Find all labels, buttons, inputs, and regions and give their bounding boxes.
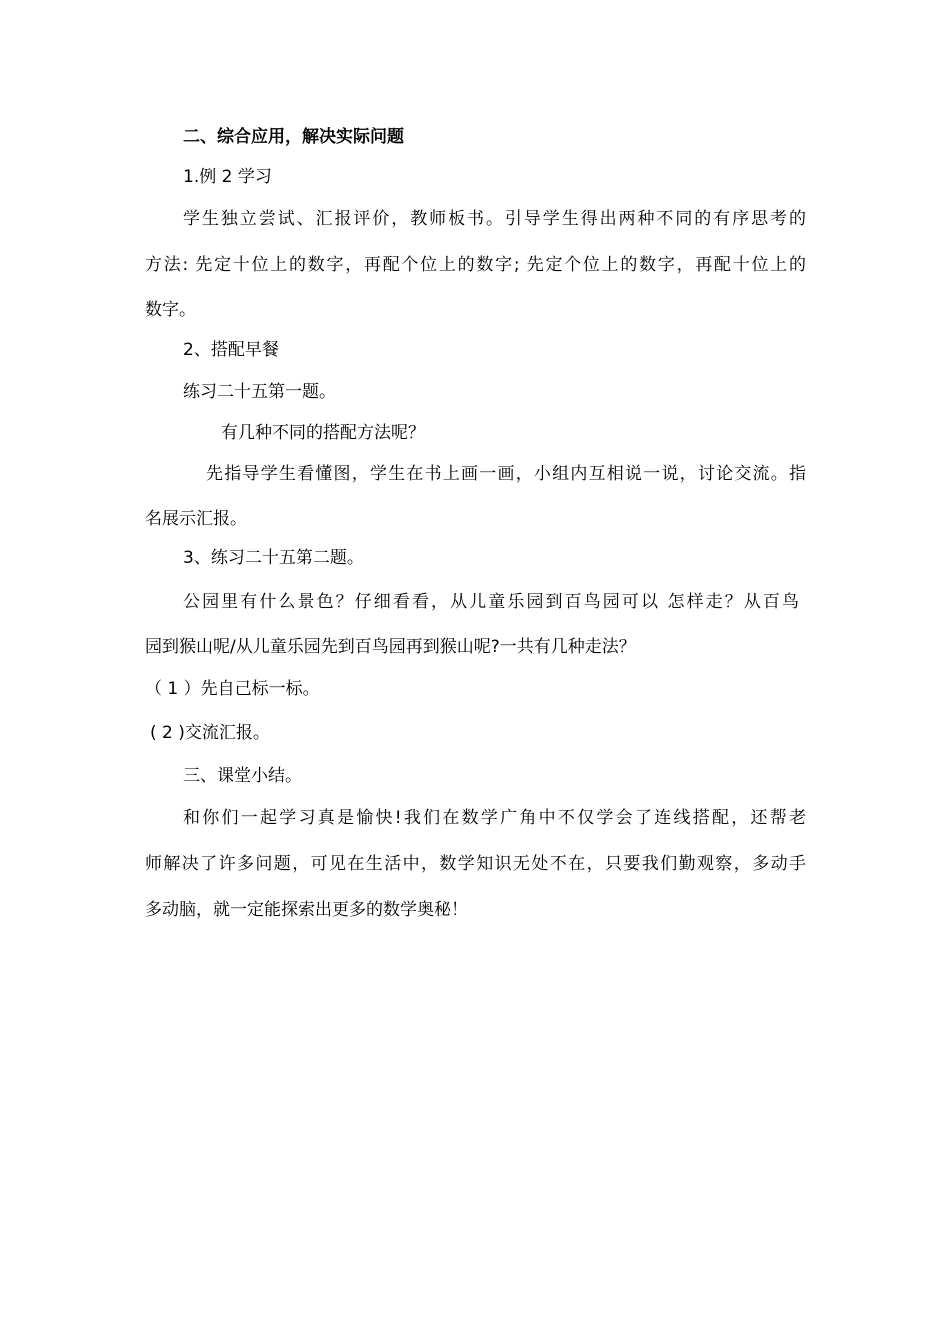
summary-line-1: 和你们一起学习真是愉快!我们在数学广角中不仅学会了连线搭配，还帮老 xyxy=(183,808,806,828)
section-heading-3: 三、课堂小结。 xyxy=(183,766,302,786)
breakfast-paragraph-line-1: 先指导学生看懂图，学生在书上画一画，小组内互相说一说，讨论交流。指 xyxy=(206,464,806,484)
example-2-paragraph-line-3: 数字。 xyxy=(145,300,196,320)
exercise-3-title: 3、练习二十五第二题。 xyxy=(183,548,364,568)
park-paragraph-line-1: 公园里有什么景色？仔细看看，从儿童乐园到百鸟园可以 怎样走？从百鸟 xyxy=(183,592,799,612)
example-2-paragraph-line-2: 方法: 先定十位上的数字，再配个位上的数字; 先定个位上的数字，再配十位上的 xyxy=(145,255,806,275)
example-2-title: 1.例 2 学习 xyxy=(183,167,272,187)
section-heading-2: 二、综合应用，解决实际问题 xyxy=(183,127,404,147)
breakfast-paragraph-line-2: 名展示汇报。 xyxy=(145,509,247,529)
breakfast-title: 2、搭配早餐 xyxy=(183,340,279,360)
summary-line-2: 师解决了许多问题，可见在生活中，数学知识无处不在，只要我们勤观察，多动手 xyxy=(145,854,806,874)
park-paragraph-line-2: 园到猴山呢/从儿童乐园先到百鸟园再到猴山呢?一共有几种走法？ xyxy=(145,637,636,657)
summary-line-3: 多动脑，就一定能探索出更多的数学奥秘！ xyxy=(145,900,468,920)
example-2-paragraph-line-1: 学生独立尝试、汇报评价，教师板书。引导学生得出两种不同的有序思考的 xyxy=(183,209,806,229)
step-1: （ 1 ）先自己标一标。 xyxy=(145,679,320,699)
step-2: ( 2 )交流汇报。 xyxy=(150,723,270,743)
breakfast-exercise: 练习二十五第一题。 xyxy=(183,382,336,402)
breakfast-question: 有几种不同的搭配方法呢？ xyxy=(221,423,425,443)
